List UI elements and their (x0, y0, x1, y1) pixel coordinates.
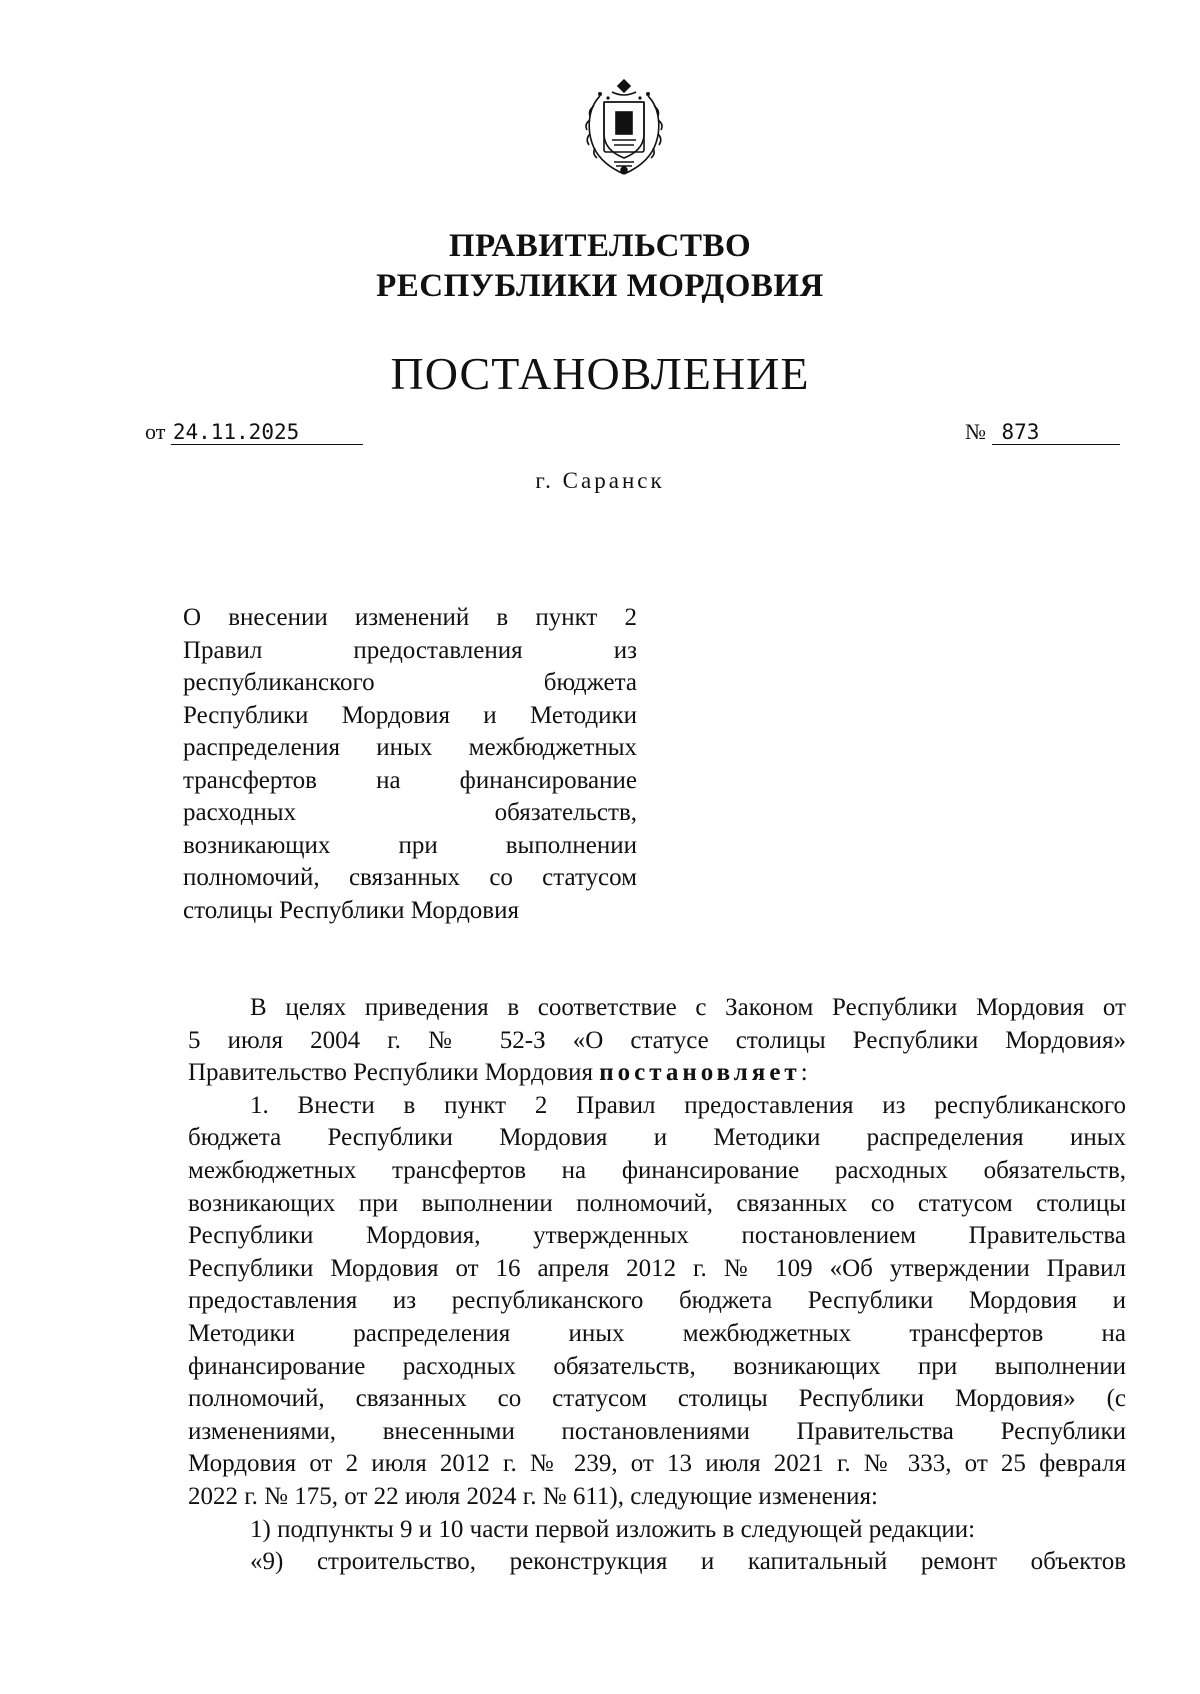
subject-line: О внесении изменений в пункт 2 (183, 604, 637, 631)
government-title-line2: РЕСПУБЛИКИ МОРДОВИЯ (376, 268, 824, 304)
item1-line: межбюджетных трансфертов на финансирование расходных обязательств, (188, 1156, 1126, 1184)
number-value: 873 (992, 420, 1120, 445)
document-kind-title: ПОСТАНОВЛЕНИЕ (390, 348, 810, 399)
quote-start-line: «9) строительство, реконструкция и капитальный ремонт объектов (250, 1548, 1126, 1576)
subject-block (183, 602, 637, 927)
decree-colon: : (800, 1059, 808, 1087)
coat-of-arms-emblem (578, 78, 670, 182)
subject-line: столицы Республики Мордовия (183, 896, 519, 924)
preamble-line: 5 июля 2004 г. № 52-З «О статусе столицы Республики Мордовия» (188, 1026, 1126, 1054)
item1-line: изменениями, внесенными постановлениями Правительства Республики (188, 1417, 1126, 1445)
item1-line: финансирование расходных обязательств, возникающих при выполнении (188, 1352, 1126, 1380)
subject-line: распределения иных межбюджетных (183, 734, 637, 761)
subject-line: возникающих при выполнении (183, 831, 637, 859)
preamble-line: Правительство Республики Мордовия (188, 1059, 593, 1087)
decree-word: постановляет (599, 1059, 801, 1087)
item1-line: 2022 г. № 175, от 22 июля 2024 г. № 611), следующие изменения: (188, 1482, 878, 1510)
item1-line: Республики Мордовия, утвержденных постановлением Правительства (188, 1222, 1126, 1250)
number-field (965, 418, 1120, 446)
decree-body (188, 992, 1126, 1579)
subject-line: республиканского бюджета (183, 669, 637, 696)
item1-line: Методики распределения иных межбюджетных трансфертов на (188, 1319, 1126, 1347)
subject-line: расходных обязательств, (183, 799, 637, 826)
item1-line: возникающих при выполнении полномочий, связанных со статусом столицы (188, 1189, 1126, 1217)
subject-line: Республики Мордовия и Методики (183, 701, 637, 729)
item1-line: полномочий, связанных со статусом столицы Республики Мордовия» (с (188, 1385, 1126, 1413)
government-title-line1: ПРАВИТЕЛЬСТВО (448, 228, 752, 264)
item1-line: Мордовия от 2 июля 2012 г. № 239, от 13 июля 2021 г. № 333, от 25 февраля (188, 1450, 1126, 1478)
subject-line: Правил предоставления из (183, 636, 637, 664)
city-line: г. Саранск (535, 468, 665, 493)
subitem1-line: 1) подпункты 9 и 10 части первой изложить в следующей редакции: (250, 1515, 976, 1543)
subject-line: трансфертов на финансирование (183, 766, 637, 794)
item1-line: предоставления из республиканского бюджета Республики Мордовия и (188, 1287, 1126, 1315)
date-prefix: от (145, 419, 166, 444)
item1-line: бюджета Республики Мордовия и Методики распределения иных (188, 1124, 1126, 1152)
date-value: 24.11.2025 (171, 420, 363, 445)
preamble-line: В целях приведения в соответствие с Законом Республики Мордовия от (250, 994, 1126, 1021)
subject-line: полномочий, связанных со статусом (183, 864, 637, 891)
preamble-line-with-decree (188, 1057, 1126, 1090)
item1-line: Республики Мордовия от 16 апреля 2012 г. № 109 «Об утверждении Правил (188, 1254, 1126, 1282)
item1-line: 1. Внести в пункт 2 Правил предоставления из республиканского (250, 1091, 1126, 1119)
date-field (145, 418, 363, 446)
number-prefix: № (965, 419, 986, 444)
